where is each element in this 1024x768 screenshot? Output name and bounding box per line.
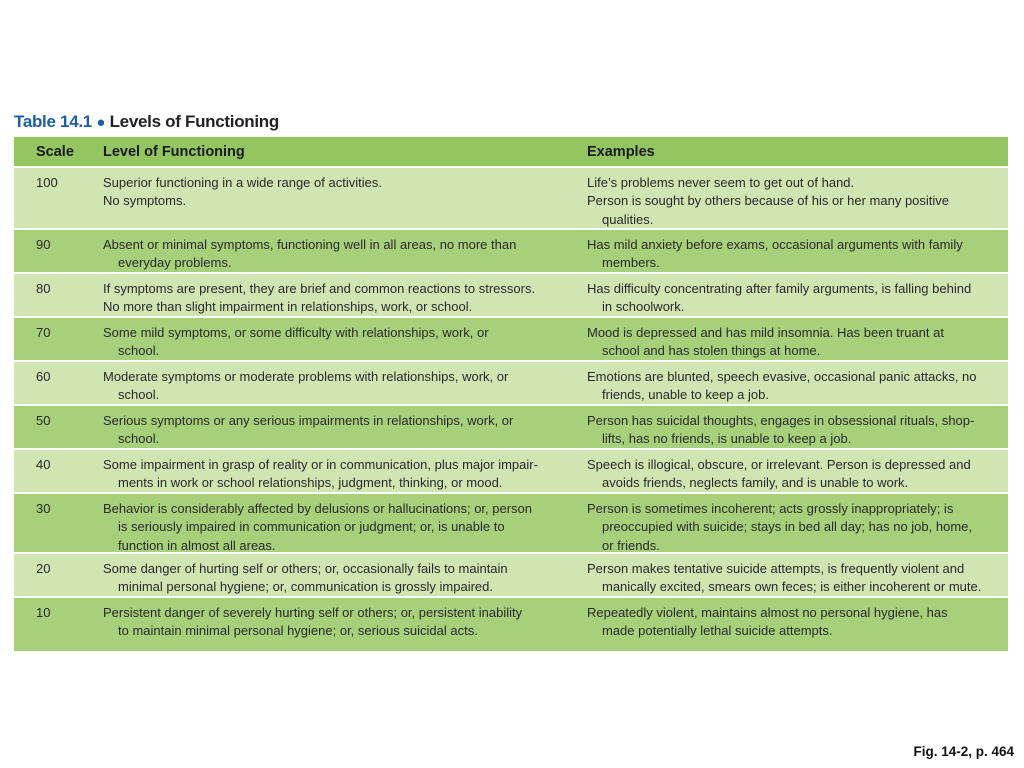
level-text-line: is seriously impaired in communication or judgment; or, is unable to [118,519,505,535]
header-scale: Scale [36,144,74,160]
scale-cell: 20 [36,561,51,576]
examples-cell [572,230,1008,272]
level-text-line: to maintain minimal personal hygiene; or, serious suicidal acts. [118,623,478,639]
examples-text-line: lifts, has no friends, is unable to keep a job. [602,431,852,447]
scale-cell: 50 [36,413,51,428]
examples-cell [572,554,1008,596]
level-cell [88,450,572,492]
scale-cell: 40 [36,457,51,472]
level-text-line: No more than slight impairment in relationships, work, or school. [103,299,473,315]
examples-cell [572,274,1008,316]
level-text-line: function in almost all areas. [118,537,276,553]
examples-text-line: preoccupied with suicide; stays in bed all day; has no job, home, [602,519,972,535]
table-row [14,554,1008,596]
examples-text-line: manically excited, smears own feces; is either incoherent or mute. [602,579,982,595]
level-cell [88,168,572,228]
scale-cell: 10 [36,605,51,620]
level-text-line: No symptoms. [103,193,187,209]
level-cell [88,554,572,596]
examples-text-line: Has difficulty concentrating after family arguments, is falling behind [587,281,972,296]
examples-cell [572,406,1008,448]
level-cell [88,598,572,651]
table-row [14,230,1008,272]
level-text-line: Serious symptoms or any serious impairments in relationships, work, or [103,413,514,428]
table-row [14,406,1008,448]
examples-cell [572,598,1008,651]
table-row [14,450,1008,492]
level-cell [88,274,572,316]
level-text-line: school. [118,431,160,447]
level-text-line: Absent or minimal symptoms, functioning well in all areas, no more than [103,237,517,252]
scale-cell: 30 [36,501,51,516]
level-text-line: ments in work or school relationships, judgment, thinking, or mood. [118,475,503,491]
level-text-line: Moderate symptoms or moderate problems with relationships, work, or [103,369,509,384]
level-cell [88,318,572,360]
examples-cell [572,494,1008,552]
scale-cell: 100 [36,175,58,190]
table-header-row [14,137,1008,166]
level-cell [88,230,572,272]
table-name: Levels of Functioning [109,112,279,131]
level-text-line: Behavior is considerably affected by delusions or hallucinations; or, person [103,501,533,516]
examples-text-line: members. [602,255,660,271]
header-level: Level of Functioning [103,144,245,160]
level-text-line: school. [118,387,160,403]
examples-cell [572,168,1008,228]
level-text-line: Superior functioning in a wide range of activities. [103,175,382,190]
examples-text-line: Speech is illogical, obscure, or irrelevant. Person is depressed and [587,457,971,472]
level-text-line: school. [118,343,160,359]
examples-text-line: Person makes tentative suicide attempts, is frequently violent and [587,561,965,576]
examples-cell [572,450,1008,492]
table-number: Table 14.1 [14,112,92,131]
header-examples: Examples [587,144,655,160]
bullet-icon: ● [96,114,106,131]
level-text-line: everyday problems. [118,255,232,271]
examples-text-line: qualities. [602,211,654,227]
scale-cell: 80 [36,281,51,296]
examples-text-line: Mood is depressed and has mild insomnia. Has been truant at [587,325,944,340]
level-text-line: minimal personal hygiene; or, communication is grossly impaired. [118,579,493,595]
examples-text-line: friends, unable to keep a job. [602,387,769,403]
level-cell [88,494,572,552]
level-text-line: Some impairment in grasp of reality or in communication, plus major impair- [103,457,538,472]
level-text-line: If symptoms are present, they are brief and common reactions to stressors. [103,281,536,296]
table-row [14,168,1008,228]
table-row [14,494,1008,552]
examples-cell [572,362,1008,404]
functioning-table [14,137,1008,651]
examples-text-line: made potentially lethal suicide attempts. [602,623,833,639]
table-row [14,318,1008,360]
examples-text-line: Repeatedly violent, maintains almost no personal hygiene, has [587,605,948,620]
scale-cell: 90 [36,237,51,252]
examples-text-line: Life’s problems never seem to get out of hand. [587,175,855,190]
table-row [14,598,1008,651]
level-text-line: Some danger of hurting self or others; or, occasionally fails to maintain [103,561,508,576]
level-cell [88,406,572,448]
examples-cell [572,318,1008,360]
scale-cell: 70 [36,325,51,340]
level-text-line: Some mild symptoms, or some difficulty with relationships, work, or [103,325,489,340]
level-cell [88,362,572,404]
scale-cell: 60 [36,369,51,384]
examples-text-line: school and has stolen things at home. [602,343,821,359]
examples-text-line: or friends. [602,537,660,553]
table-title [14,112,279,132]
figure-reference: Fig. 14-2, p. 464 [913,744,1014,759]
table-row [14,362,1008,404]
examples-text-line: in schoolwork. [602,299,685,315]
examples-text-line: Person is sometimes incoherent; acts grossly inappropriately; is [587,501,954,516]
level-text-line: Persistent danger of severely hurting self or others; or, persistent inability [103,605,523,620]
examples-text-line: avoids friends, neglects family, and is unable to work. [602,475,909,491]
examples-text-line: Person has suicidal thoughts, engages in obsessional rituals, shop- [587,413,975,428]
table-row [14,274,1008,316]
examples-text-line: Person is sought by others because of his or her many positive [587,193,950,209]
examples-text-line: Has mild anxiety before exams, occasional arguments with family [587,237,963,252]
examples-text-line: Emotions are blunted, speech evasive, occasional panic attacks, no [587,369,977,384]
